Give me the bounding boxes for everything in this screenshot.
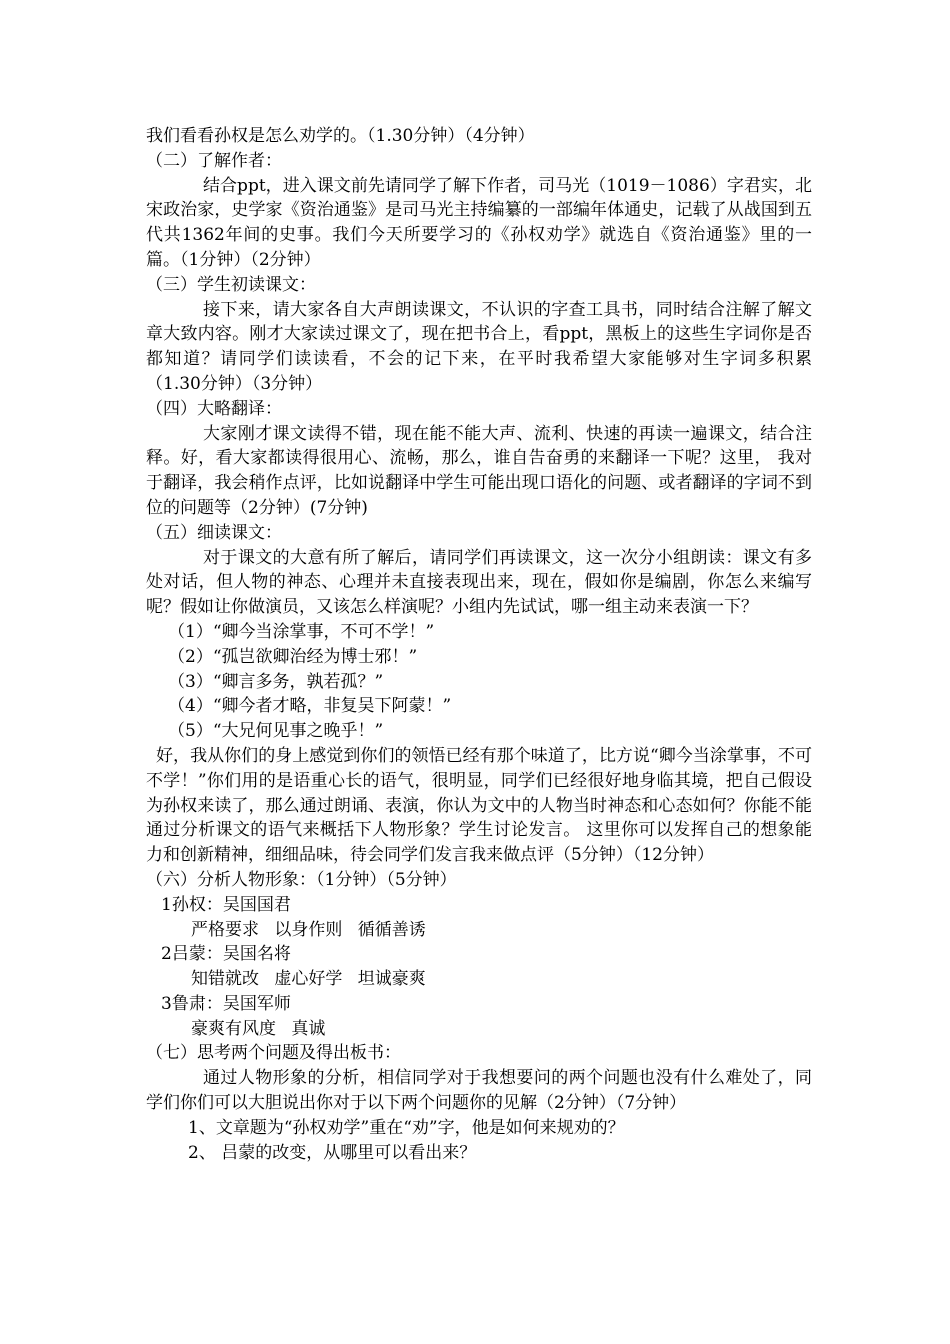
section-2-heading: （二）了解作者： [146,150,282,171]
quote-item: （4）“卿今者才略，非复吴下阿蒙！” [168,696,452,717]
section-5-heading: （五）细读课文： [146,522,282,543]
section-5-paragraph: 对于课文的大意有所了解后，请同学们再读课文，这一次分小组朗读：课文有多处对话，但人物的神态、心理并未直接表现出来，现在，假如你是编剧，你怎么来编写呢？假如让你做演员，又该怎么样演呢？小组内先试试，哪一组主动来表演一下？ [146,547,812,618]
question-item: 2、 吕蒙的改变，从哪里可以看出来？ [188,1142,477,1163]
quote-item: （5）“大兄何见事之晚乎！” [168,721,384,742]
section-2-paragraph: 结合ppt，进入课文前先请同学了解下作者，司马光（1019－1086）字君实，北宋政治家，史学家《资治通鉴》是司马光主持编纂的一部编年体通史，记载了从战国到五代共1362年间的史事。我们今天所要学习的《孙权劝学》就选自《资治通鉴》里的一篇。（1分钟）（2分钟） [146,175,812,270]
role-name: 3鲁肃：吴国军师 [161,993,291,1014]
role-name: 2吕蒙：吴国名将 [161,944,291,965]
quote-item: （2）“孤岂欲卿治经为博士邪！” [168,646,418,667]
section-7-heading: （七）思考两个问题及得出板书： [146,1043,401,1064]
role-traits: 严格要求 以身作则 循循善诱 [191,919,426,940]
section-7-paragraph: 通过人物形象的分析，相信同学对于我想要问的两个问题也没有什么难处了，同学们你们可以大胆说出你对于以下两个问题你的见解（2分钟）（7分钟） [146,1068,812,1114]
section-4-heading: （四）大略翻译： [146,398,282,419]
section-6-heading: （六）分析人物形象：（1分钟）（5分钟） [146,869,457,890]
intro-paragraph: 我们看看孙权是怎么劝学的。（1.30分钟）（4分钟） [146,126,535,146]
question-item: 1、文章题为“孙权劝学”重在“劝”字，他是如何来规劝的？ [188,1117,625,1138]
role-name: 1孙权：吴国国君 [161,894,291,915]
quote-item: （1）“卿今当涂掌事，不可不学！” [168,621,435,642]
role-traits: 豪爽有风度 真诚 [191,1018,326,1039]
document-body [146,124,812,1165]
section-4-paragraph: 大家刚才课文读得不错，现在能不能大声、流利、快速的再读一遍课文，结合注释。好，看大家都读得很用心、流畅，那么，谁自告奋勇的来翻译一下呢？这里， 我对于翻译，我会稍作点评，比如说翻译中学生可能出现口语化的问题、或者翻译的字词不到位的问题等（2分钟）(7分钟) [146,423,812,518]
section-3-paragraph: 接下来，请大家各自大声朗读课文，不认识的字查工具书，同时结合注解了解文章大致内容。刚才大家读过课文了，现在把书合上，看ppt，黑板上的这些生字词你是否都知道？请同学们读读看，不会的记下来，在平时我希望大家能够对生字词多积累（1.30分钟）（3分钟） [146,299,812,394]
section-5-followup-paragraph: 好，我从你们的身上感觉到你们的领悟已经有那个味道了，比方说“卿今当涂掌事，不可不学！”你们用的是语重心长的语气，很明显，同学们已经很好地身临其境，把自己假设为孙权来读了，那么通过朗诵、表演，你认为文中的人物当时神态和心态如何？你能不能通过分析课文的语气来概括下人物形象？学生讨论发言。 这里你可以发挥自己的想象能力和创新精神，细细品味，待会同学们发言我来做点评（5分钟）（12分钟） [146,745,812,866]
section-3-heading: （三）学生初读课文： [146,274,316,295]
role-traits: 知错就改 虚心好学 坦诚豪爽 [191,969,426,990]
quote-item: （3）“卿言多务，孰若孤？” [168,671,384,692]
